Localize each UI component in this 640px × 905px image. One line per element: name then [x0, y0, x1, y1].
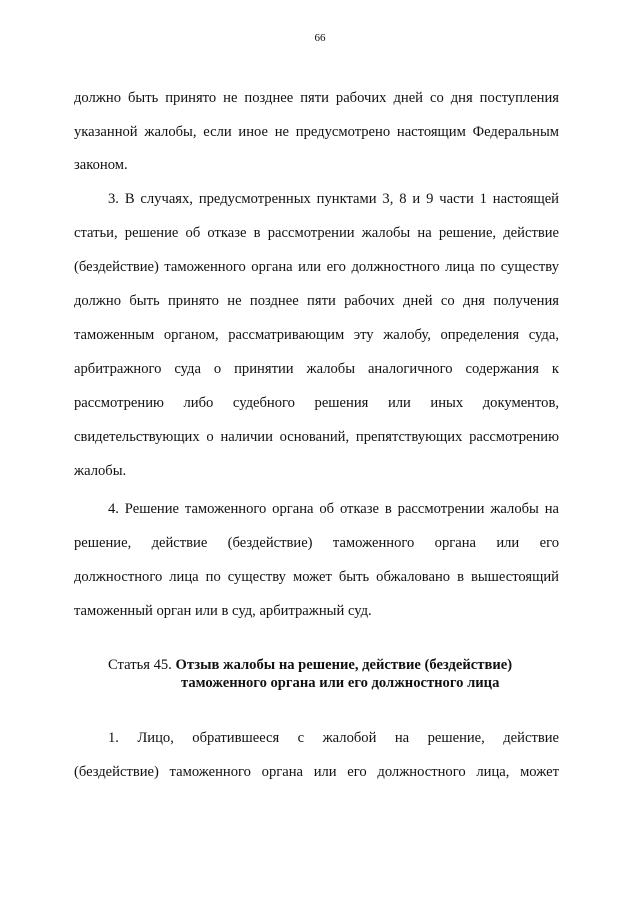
paragraph-line: статьи, решение об отказе в рассмотрении жалобы на решение, действие [74, 225, 559, 241]
paragraph-line: таможенным органом, рассматривающим эту жалобу, определения суда, [74, 327, 559, 343]
paragraph-line: 4. Решение таможенного органа об отказе в рассмотрении жалобы на [108, 501, 559, 517]
page-number: 66 [314, 32, 326, 44]
paragraph-line: свидетельствующих о наличии оснований, препятствующих рассмотрению [74, 429, 559, 445]
article-label: Статья 45. [108, 657, 172, 673]
article-title-line2: таможенного органа или его должностного лица [181, 675, 500, 691]
paragraph-line: должно быть принято не позднее пяти рабочих дней со дня поступления [74, 90, 559, 106]
article-heading-continuation [181, 674, 499, 692]
paragraph-line: 3. В случаях, предусмотренных пунктами 3, 8 и 9 части 1 настоящей [108, 191, 559, 207]
paragraph-line: таможенный орган или в суд, арбитражный суд. [74, 603, 372, 619]
paragraph-line: указанной жалобы, если иное не предусмотрено настоящим Федеральным [74, 124, 559, 140]
paragraph-line: арбитражного суда о принятии жалобы аналогичного содержания к [74, 361, 559, 377]
paragraph-line: решение, действие (бездействие) таможенного органа или его [74, 535, 559, 551]
paragraph-line: 1. Лицо, обратившееся с жалобой на решение, действие [108, 730, 559, 746]
paragraph-line: законом. [74, 157, 128, 173]
article-heading [108, 656, 512, 674]
paragraph-line: должностного лица по существу может быть обжаловано в вышестоящий [74, 569, 559, 585]
paragraph-line: рассмотрению либо судебного решения или иных документов, [74, 395, 559, 411]
paragraph-line: (бездействие) таможенного органа или его должностного лица по существу [74, 259, 559, 275]
article-title-line1: Отзыв жалобы на решение, действие (бездействие) [175, 657, 513, 673]
paragraph-line: жалобы. [74, 463, 127, 479]
paragraph-line: должно быть принято не позднее пяти рабочих дней со дня получения [74, 293, 559, 309]
paragraph-line: (бездействие) таможенного органа или его должностного лица, может [74, 764, 559, 780]
